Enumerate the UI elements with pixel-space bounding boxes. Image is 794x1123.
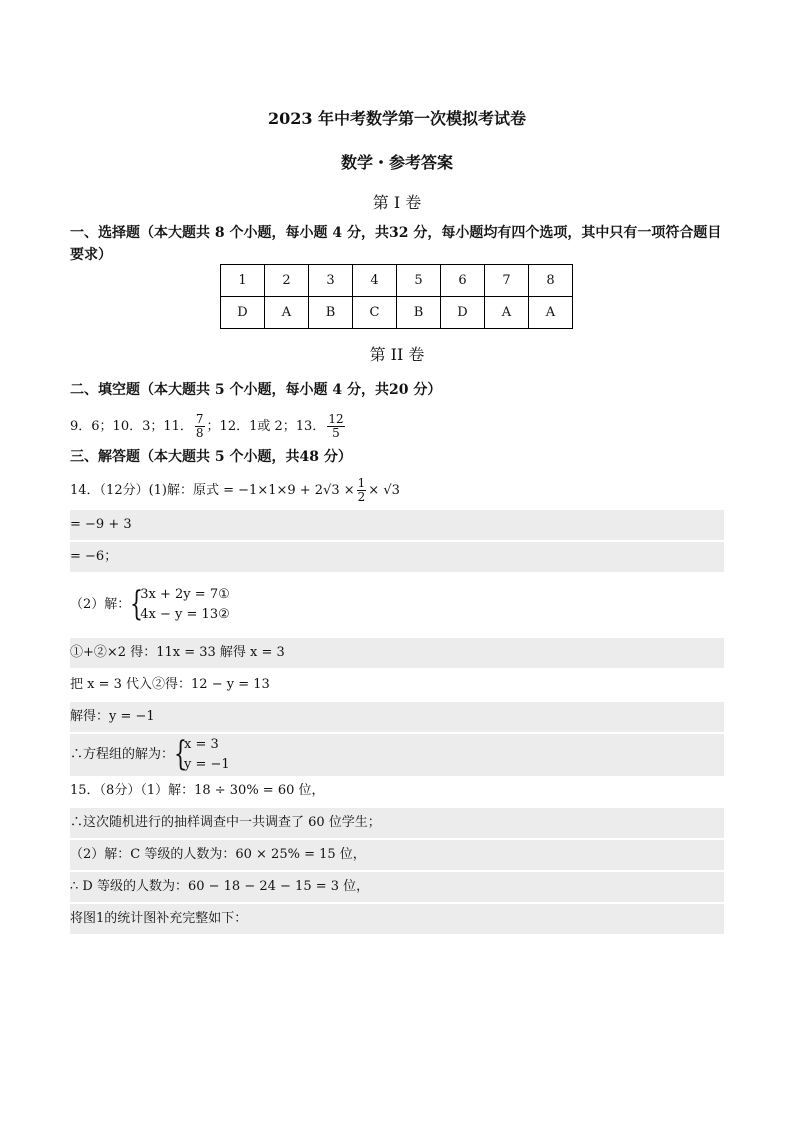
table-cell: D bbox=[221, 297, 265, 329]
numerator: 7 bbox=[195, 412, 204, 426]
table-cell: D bbox=[441, 297, 485, 329]
table-cell: 5 bbox=[397, 265, 441, 297]
solution-line: 把 x = 3 代入②得：12 − y = 13 bbox=[70, 677, 270, 692]
equation-system bbox=[174, 735, 230, 775]
equation-system bbox=[130, 585, 229, 625]
equation-row: 3x + 2y = 7① bbox=[140, 586, 230, 602]
equation-row: 4x − y = 13② bbox=[140, 606, 230, 622]
solution-prefix: ∴方程组的解为： bbox=[70, 747, 175, 762]
q15-line: 15．（8分）（1）解：18 ÷ 30% = 60 位， bbox=[70, 783, 325, 798]
section-fill-heading: 二、填空题（本大题共 5 个小题，每小题 4 分，共20 分） bbox=[70, 382, 442, 398]
answer-table-number-row bbox=[221, 265, 573, 297]
solution-line: 解得：y = −1 bbox=[70, 702, 724, 732]
solution-line: ①+②×2 得：11x = 33 解得 x = 3 bbox=[70, 638, 724, 668]
denominator: 5 bbox=[332, 426, 340, 440]
equation-row: x = 3 bbox=[184, 736, 219, 752]
table-cell: 4 bbox=[353, 265, 397, 297]
table-cell: A bbox=[265, 297, 309, 329]
table-cell: 1 bbox=[221, 265, 265, 297]
section-choice-heading: 一、选择题（本大题共 8 个小题，每小题 4 分，共32 分，每小题均有四个选项，其中只有一项符合题目要求） bbox=[70, 225, 722, 263]
brace-icon: { bbox=[174, 733, 187, 774]
fraction bbox=[327, 413, 344, 440]
solution-result-line bbox=[70, 734, 724, 776]
table-cell: 2 bbox=[265, 265, 309, 297]
page-subtitle: 数学・参考答案 bbox=[340, 153, 453, 172]
table-cell: 8 bbox=[529, 265, 573, 297]
numerator: 12 bbox=[328, 412, 344, 426]
table-cell: B bbox=[397, 297, 441, 329]
q14-text-b: × √3 bbox=[368, 483, 400, 498]
q14-line bbox=[70, 474, 724, 508]
equation-row: y = −1 bbox=[184, 756, 230, 772]
fraction bbox=[357, 477, 367, 504]
solution-line: （2）解：C 等级的人数为：60 × 25% = 15 位， bbox=[70, 840, 724, 870]
solution-line: = −6； bbox=[70, 542, 724, 572]
denominator: 2 bbox=[357, 490, 366, 504]
q14-text-a: 14．（12分）(1)解：原式 = −1×1×9 + 2√3 × bbox=[70, 483, 355, 498]
volume-one-heading: 第 I 卷 bbox=[372, 193, 422, 212]
brace-icon: { bbox=[130, 583, 144, 624]
table-cell: 3 bbox=[309, 265, 353, 297]
fill-answers-part2: ；12．1或 2；13． bbox=[206, 419, 326, 434]
answer-table bbox=[220, 264, 573, 329]
table-cell: 6 bbox=[441, 265, 485, 297]
table-cell: A bbox=[529, 297, 573, 329]
volume-two-heading: 第 II 卷 bbox=[369, 345, 425, 364]
page-title: 2023 年中考数学第一次模拟考试卷 bbox=[267, 109, 527, 128]
table-cell: A bbox=[485, 297, 529, 329]
fraction bbox=[195, 413, 205, 440]
equation-system-line bbox=[70, 580, 724, 630]
table-cell: 7 bbox=[485, 265, 529, 297]
fill-answers-line bbox=[70, 410, 724, 444]
numerator: 1 bbox=[357, 476, 366, 490]
solution-line: ∴ D 等级的人数为：60 − 18 − 24 − 15 = 3 位， bbox=[70, 872, 724, 902]
solution-line: ∴这次随机进行的抽样调查中一共调查了 60 位学生； bbox=[70, 808, 724, 838]
solution-line: = −9 + 3 bbox=[70, 510, 724, 540]
table-cell: C bbox=[353, 297, 397, 329]
section-solve-heading: 三、解答题（本大题共 5 个小题，共48 分） bbox=[70, 449, 352, 465]
answer-table-answer-row bbox=[221, 297, 573, 329]
fill-answers-part1: 9．6；10．3；11． bbox=[70, 419, 193, 434]
solution-prefix: （2）解： bbox=[70, 597, 131, 612]
denominator: 8 bbox=[195, 426, 204, 440]
solution-line: 将图1的统计图补充完整如下： bbox=[70, 904, 724, 934]
table-cell: B bbox=[309, 297, 353, 329]
